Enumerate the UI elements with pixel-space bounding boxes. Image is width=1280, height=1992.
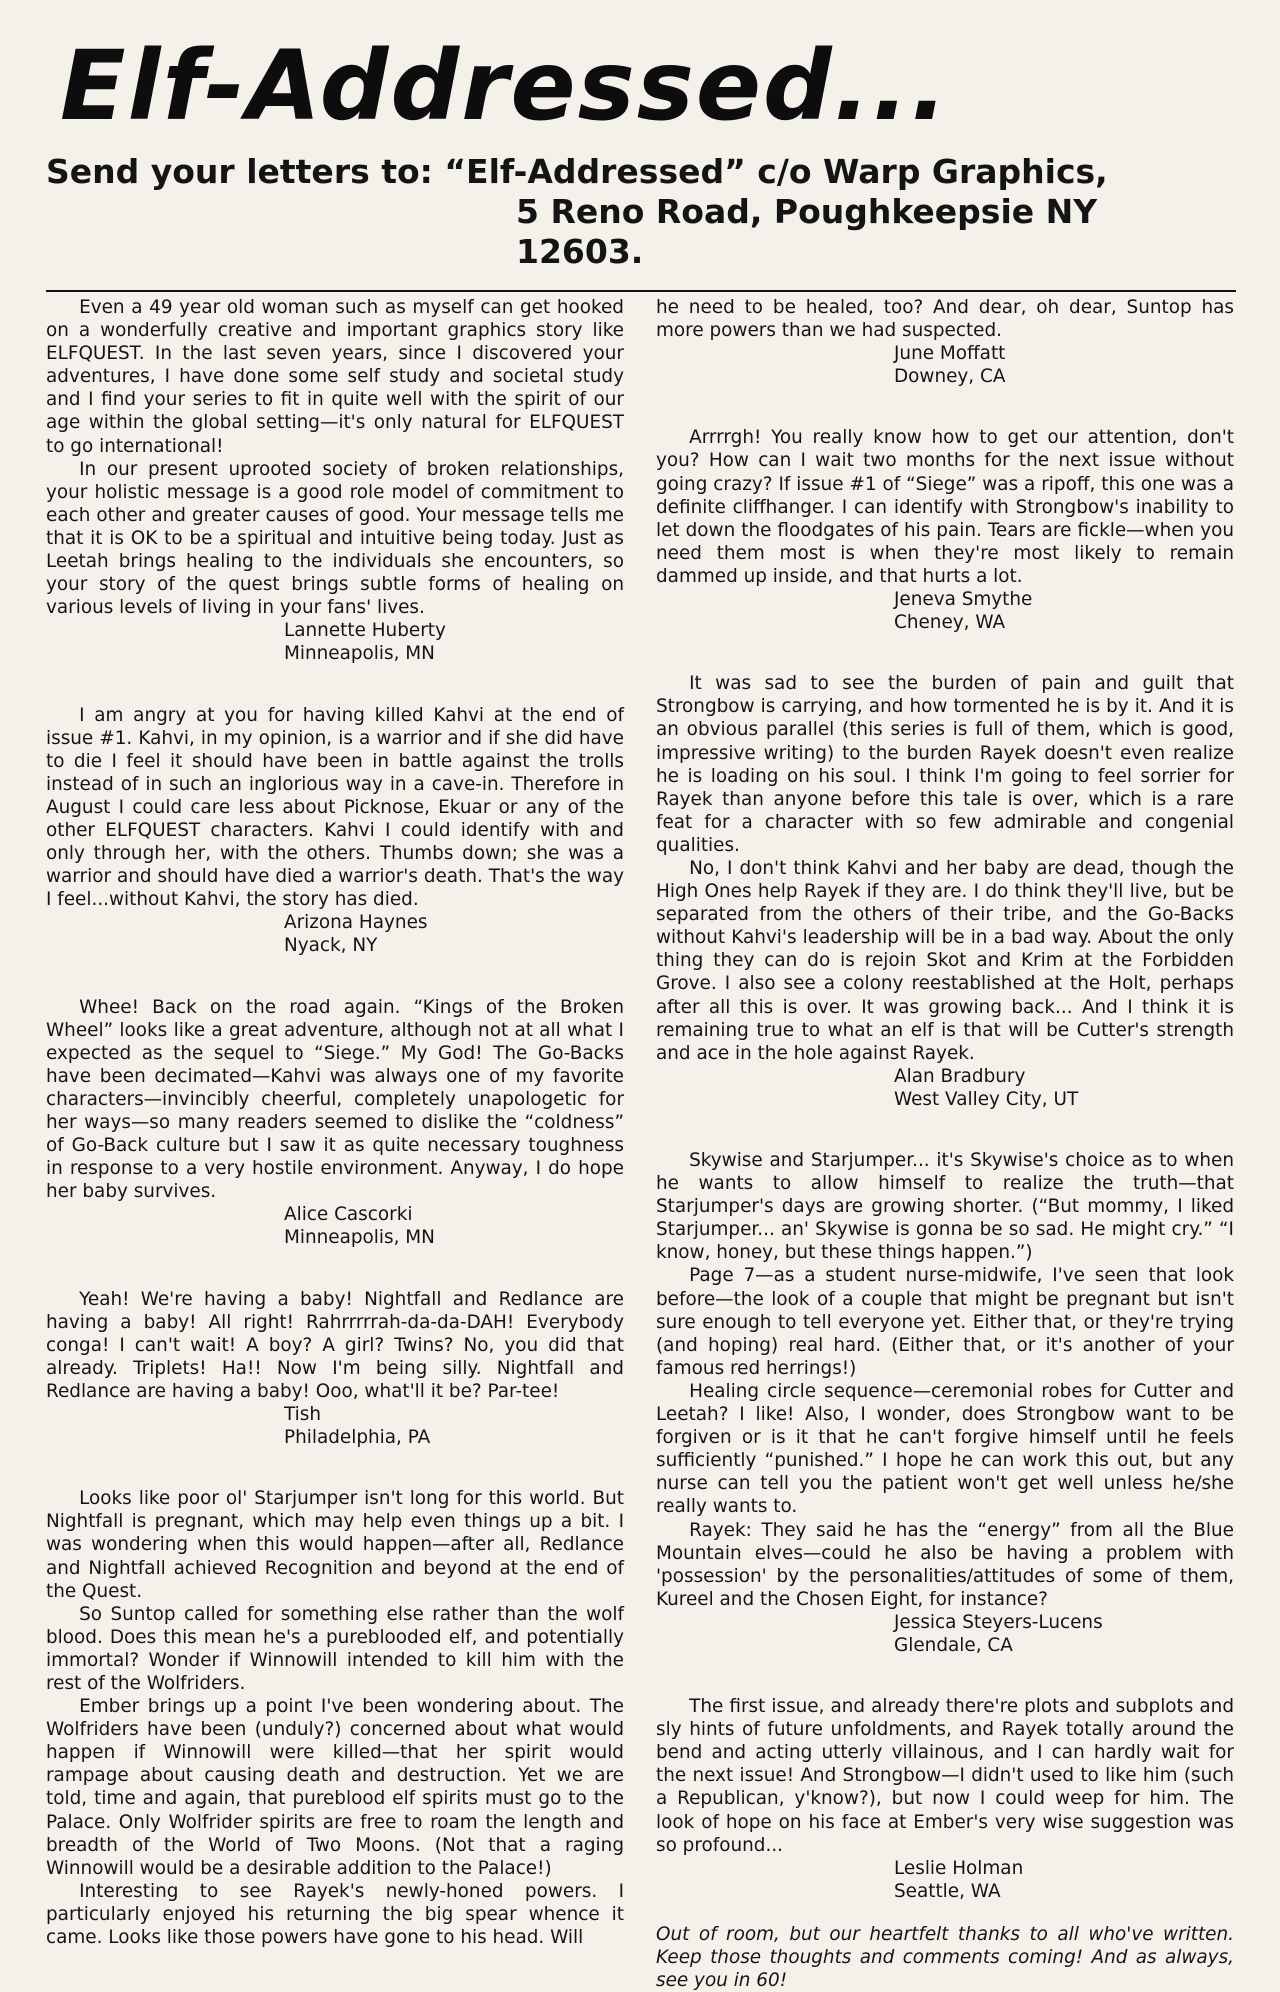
signature-place: Seattle, WA: [894, 1880, 1001, 1902]
editor-closing-note: Out of room, but our heartfelt thanks to all who've written. Keep those thoughts and comments coming! And as always, see you in 60!: [656, 1923, 1234, 1992]
letter-signature: [656, 1857, 1234, 1903]
address-line-1: Send your letters to: “Elf-Addressed” c/o Warp Graphics,: [46, 152, 1108, 191]
letter-signature: [656, 1065, 1234, 1111]
letter-haynes: [46, 704, 624, 958]
letter-signature: [46, 1403, 624, 1449]
address-line-2: 5 Reno Road, Poughkeepsie NY 12603.: [516, 192, 1098, 271]
letter-paragraph: So Suntop called for something else rather than the wolf blood. Does this mean he's a pureblooded elf, and potentially immortal? Wonder if Winnowill intended to kill him with the rest of the Wolfriders.: [46, 1603, 624, 1694]
letter-paragraph: Arrrrgh! You really know how to get our attention, don't you? How can I wait two months for the next issue without going crazy? If issue #1 of “Siege” was a ripoff, this one was a definite cliffhanger. I can identify with Strongbow's inability to let down the floodgates of his pain. Tears are fickle—when you need them most is when they're most likely to remain dammed up inside, and that hurts a lot.: [656, 427, 1234, 587]
letter-paragraph: No, I don't think Kahvi and her baby are dead, though the High Ones help Rayek if they are. I do think they'll live, but be separated from the others of their tribe, and the Go-Backs without Kahvi's leadership will be in a bad way. About the only thing they can do is rejoin Skot and Krim at the Forbidden Grove. I also see a colony reestablished at the Holt, perhaps after all this is over. It was growing back... And I think it is remaining true to what an elf is that will be Cutter's strength and ace in the hole against Rayek.: [656, 857, 1234, 1064]
left-column: [46, 296, 624, 1992]
letter-holman: [656, 1695, 1234, 1903]
right-column: [656, 296, 1234, 1992]
letter-steyers-lucens: [656, 1149, 1234, 1657]
letter-signature: [656, 342, 1234, 388]
letter-paragraph: Yeah! We're having a baby! Nightfall and Redlance are having a baby! All right! Rahrrrrrah-da-da-DAH! Everybody conga! I can't wait! A boy? A girl? Twins? No, you did that already. Triplets! Ha!! Now I'm being silly. Nightfall and Redlance are having a baby! Ooo, what'll it be? Par-tee!: [46, 1288, 624, 1402]
letter-paragraph: Healing circle sequence—ceremonial robes for Cutter and Leetah? I like! Also, I wonder, does Strongbow want to be forgiven or is it that he can't forgive himself until he feels sufficiently “punished.” I hope he can work this out, but any nurse can tell you the patient won't get well unless he/she really wants to.: [656, 1380, 1234, 1518]
letter-paragraph: Even a 49 year old woman such as myself can get hooked on a wonderfully creative and important graphics story like ELFQUEST. In the last seven years, since I discovered your adventures, I have done some self study and societal study and I find your series to fit in quite well with the spirit of our age within the global setting—it's only natural for ELFQUEST to go international!: [46, 297, 624, 457]
letter-moffatt-start: [46, 1487, 624, 1949]
letter-paragraph: Page 7—as a student nurse-midwife, I've seen that look before—the look of a couple that might be pregnant but isn't sure enough to tell everyone yet. Either that, or they're trying (and hoping) real hard. (Either that, or it's another of your famous red herrings!): [656, 1265, 1234, 1379]
letter-moffatt-end: [656, 296, 1234, 388]
letters-columns: [46, 296, 1234, 1992]
letter-signature: [656, 1611, 1234, 1657]
header-divider: [46, 290, 1236, 292]
letter-tish: [46, 1288, 624, 1450]
signature-place: Minneapolis, MN: [284, 643, 435, 665]
letter-paragraph: The first issue, and already there're plots and subplots and sly hints of future unfoldments, and Rayek totally around the bend and acting utterly villainous, and I can hardly wait for the next issue! And Strongbow—I didn't used to like him (such a Republican, y'know?), but now I could weep for him. The look of hope on his face at Ember's very wise suggestion was so profound...: [656, 1696, 1234, 1856]
signature-place: Nyack, NY: [284, 935, 378, 957]
letter-paragraph: Skywise and Starjumper... it's Skywise's choice as to when he wants to allow himself to realize the truth—that Starjumper's days are growing shorter. (“But mommy, I liked Starjumper... an' Skywise is gonna be so sad. He might cry.” “I know, honey, but these things happen.”): [656, 1150, 1234, 1264]
signature-place: West Valley City, UT: [894, 1088, 1079, 1110]
page-title: Elf-Addressed...: [60, 30, 950, 142]
signature-name: Alan Bradbury: [894, 1065, 1026, 1087]
signature-name: Jeneva Smythe: [894, 589, 1033, 611]
signature-place: Cheney, WA: [894, 612, 1006, 634]
letter-paragraph: Looks like poor ol' Starjumper isn't long for this world. But Nightfall is pregnant, which may help even things up a bit. I was wondering when this would happen—after all, Redlance and Nightfall achieved Recognition and beyond at the end of the Quest.: [46, 1488, 624, 1602]
letter-paragraph: Whee! Back on the road again. “Kings of the Broken Wheel” looks like a great adventure, although not at all what I expected as the sequel to “Siege.” My God! The Go-Backs have been decimated—Kahvi was always one of my favorite characters—invincibly cheerful, completely unapologetic for her ways—so many readers seemed to dislike the “coldness” of Go-Back culture but I saw it as quite necessary toughness in response to a very hostile environment. Anyway, I do hope her baby survives.: [46, 996, 624, 1203]
mailing-address: [46, 152, 1234, 272]
letter-smythe: [656, 426, 1234, 634]
signature-name: Arizona Haynes: [284, 912, 428, 934]
letter-paragraph: Interesting to see Rayek's newly-honed powers. I particularly enjoyed his returning the big spear whence it came. Looks like those powers have gone to his head. Will: [46, 1880, 624, 1948]
letter-signature: [46, 911, 624, 957]
letter-continuation: he need to be healed, too? And dear, oh dear, Suntop has more powers than we had suspected.: [656, 297, 1234, 342]
letter-signature: [46, 619, 624, 665]
signature-place: Philadelphia, PA: [284, 1427, 431, 1449]
signature-name: Jessica Steyers-Lucens: [894, 1611, 1103, 1633]
letter-bradbury: [656, 672, 1234, 1111]
letter-paragraph: Rayek: They said he has the “energy” from all the Blue Mountain elves—could he also be having a problem with 'possession' by the personalities/attitudes of some of them, Kureel and the Chosen Eight, for instance?: [656, 1519, 1234, 1610]
letter-paragraph: In our present uprooted society of broken relationships, your holistic message is a good role model of commitment to each other and greater causes of good. Your message tells me that it is OK to be a spiritual and intuitive being today. Just as Leetah brings healing to the individuals she encounters, so your story of the quest brings subtle forms of healing on various levels of living in your fans' lives.: [46, 458, 624, 619]
letter-signature: [46, 1203, 624, 1249]
signature-place: Glendale, CA: [894, 1634, 1013, 1656]
letter-paragraph: Ember brings up a point I've been wondering about. The Wolfriders have been (unduly?) concerned about what would happen if Winnowill were killed—that her spirit would rampage about causing death and destruction. Yet we are told, time and again, that pureblood elf spirits must go to the Palace. Only Wolfrider spirits are free to roam the length and breadth of the World of Two Moons. (Not that a raging Winnowill would be a desirable addition to the Palace!): [46, 1696, 624, 1879]
letter-huberty: [46, 296, 624, 666]
letter-paragraph: I am angry at you for having killed Kahvi at the end of issue #1. Kahvi, in my opinion, is a warrior and if she did have to die I feel it should have been in battle against the trolls instead of in such an inglorious way in a cave-in. Therefore in August I could care less about Picknose, Ekuar or any of the other ELFQUEST characters. Kahvi I could identify with and only through her, with the others. Thumbs down; she was a warrior and should have died a warrior's death. That's the way I feel...without Kahvi, the story has died.: [46, 704, 624, 911]
signature-name: June Moffatt: [894, 343, 1006, 365]
letter-signature: [656, 588, 1234, 634]
signature-name: Alice Cascorki: [284, 1204, 413, 1226]
signature-name: Lannette Huberty: [284, 620, 446, 642]
signature-place: Downey, CA: [894, 366, 1006, 388]
signature-name: Tish: [284, 1404, 322, 1426]
letter-cascorki: [46, 996, 624, 1250]
signature-place: Minneapolis, MN: [284, 1227, 435, 1249]
letter-paragraph: It was sad to see the burden of pain and guilt that Strongbow is carrying, and how tormented he is by it. And it is an obvious parallel (this series is full of them, which is good, impressive writing) to the burden Rayek doesn't even realize he is loading on his soul. I think I'm going to feel sorrier for Rayek than anyone before this tale is over, which is a rare feat for a character with so few admirable and congenial qualities.: [656, 673, 1234, 856]
signature-name: Leslie Holman: [894, 1857, 1024, 1879]
